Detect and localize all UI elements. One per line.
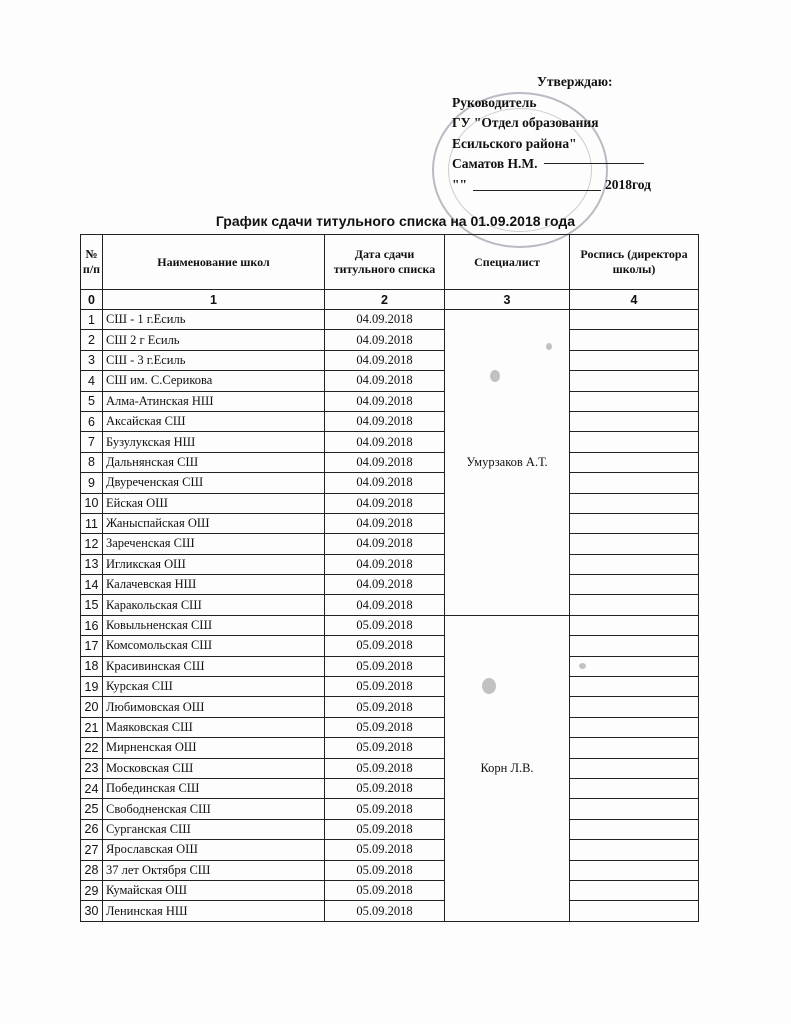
submission-date: 05.09.2018	[325, 799, 445, 819]
approval-block	[452, 72, 702, 195]
row-number: 27	[81, 840, 103, 860]
submission-date: 05.09.2018	[325, 901, 445, 921]
table-row	[81, 819, 699, 839]
school-name: СШ 2 г Есиль	[103, 330, 325, 350]
table-row	[81, 840, 699, 860]
submission-date: 05.09.2018	[325, 697, 445, 717]
school-name: Маяковская СШ	[103, 717, 325, 737]
signature-cell	[570, 513, 699, 533]
submission-date: 05.09.2018	[325, 840, 445, 860]
submission-date: 04.09.2018	[325, 534, 445, 554]
specialist-name: Корн Л.В.	[445, 615, 570, 921]
submission-date: 05.09.2018	[325, 636, 445, 656]
submission-date: 04.09.2018	[325, 493, 445, 513]
school-name: Дальнянская СШ	[103, 452, 325, 472]
table-row	[81, 677, 699, 697]
ink-smudge	[579, 663, 586, 669]
header-num: № п/п	[81, 235, 103, 290]
school-name: Калачевская НШ	[103, 575, 325, 595]
school-name: Каракольская СШ	[103, 595, 325, 615]
header-signature: Роспись (директора школы)	[570, 235, 699, 290]
table-row	[81, 513, 699, 533]
table-row	[81, 330, 699, 350]
submission-date: 04.09.2018	[325, 473, 445, 493]
signature-cell	[570, 738, 699, 758]
signature-cell	[570, 819, 699, 839]
table-row	[81, 452, 699, 472]
school-name: Любимовская ОШ	[103, 697, 325, 717]
row-number: 13	[81, 554, 103, 574]
school-name: Побединская СШ	[103, 778, 325, 798]
table-row	[81, 411, 699, 431]
school-name: Курская СШ	[103, 677, 325, 697]
approval-heading: Утверждаю:	[537, 74, 613, 89]
signature-line	[544, 163, 644, 164]
row-number: 6	[81, 411, 103, 431]
submission-date: 04.09.2018	[325, 391, 445, 411]
signature-cell	[570, 656, 699, 676]
date-quote-close: "	[459, 176, 467, 192]
school-name: Сурганская СШ	[103, 819, 325, 839]
approval-organization: ГУ "Отдел образования	[452, 115, 599, 130]
signature-cell	[570, 575, 699, 595]
table-row	[81, 432, 699, 452]
signature-cell	[570, 697, 699, 717]
signature-cell	[570, 452, 699, 472]
school-name: Кумайская ОШ	[103, 880, 325, 900]
row-number: 19	[81, 677, 103, 697]
row-number: 17	[81, 636, 103, 656]
row-number: 29	[81, 880, 103, 900]
signature-cell	[570, 880, 699, 900]
row-number: 14	[81, 575, 103, 595]
column-number: 1	[103, 290, 325, 310]
submission-date: 05.09.2018	[325, 738, 445, 758]
signature-cell	[570, 411, 699, 431]
school-name: Мирненская ОШ	[103, 738, 325, 758]
signature-cell	[570, 799, 699, 819]
submission-date: 05.09.2018	[325, 778, 445, 798]
header-specialist: Специалист	[445, 235, 570, 290]
signature-cell	[570, 534, 699, 554]
specialist-name: Умурзаков А.Т.	[445, 310, 570, 616]
row-number: 24	[81, 778, 103, 798]
school-name: Зареченская СШ	[103, 534, 325, 554]
table-row	[81, 493, 699, 513]
row-number: 16	[81, 615, 103, 635]
signature-cell	[570, 330, 699, 350]
table-row	[81, 554, 699, 574]
signature-cell	[570, 677, 699, 697]
row-number: 11	[81, 513, 103, 533]
row-number: 23	[81, 758, 103, 778]
ink-smudge	[482, 678, 496, 694]
table-row	[81, 717, 699, 737]
school-name: Ковыльненская СШ	[103, 615, 325, 635]
row-number: 18	[81, 656, 103, 676]
signature-cell	[570, 432, 699, 452]
column-number: 0	[81, 290, 103, 310]
table-row	[81, 697, 699, 717]
table-row	[81, 738, 699, 758]
row-number: 3	[81, 350, 103, 370]
signature-cell	[570, 371, 699, 391]
table-row	[81, 310, 699, 330]
table-row	[81, 595, 699, 615]
schedule-table	[80, 234, 699, 922]
ink-smudge	[546, 343, 552, 350]
row-number: 15	[81, 595, 103, 615]
school-name: Московская СШ	[103, 758, 325, 778]
submission-date: 04.09.2018	[325, 575, 445, 595]
submission-date: 05.09.2018	[325, 860, 445, 880]
row-number: 10	[81, 493, 103, 513]
submission-date: 04.09.2018	[325, 411, 445, 431]
table-row	[81, 636, 699, 656]
signature-cell	[570, 473, 699, 493]
table-row	[81, 656, 699, 676]
table-row	[81, 371, 699, 391]
row-number: 20	[81, 697, 103, 717]
table-row	[81, 391, 699, 411]
table-row	[81, 799, 699, 819]
row-number: 26	[81, 819, 103, 839]
row-number: 7	[81, 432, 103, 452]
school-name: Красивинская СШ	[103, 656, 325, 676]
table-row	[81, 758, 699, 778]
submission-date: 05.09.2018	[325, 717, 445, 737]
approval-date	[452, 175, 702, 196]
submission-date: 04.09.2018	[325, 371, 445, 391]
signature-cell	[570, 758, 699, 778]
school-name: СШ им. С.Серикова	[103, 371, 325, 391]
approval-signer-name: Саматов Н.М.	[452, 156, 538, 171]
column-number: 2	[325, 290, 445, 310]
submission-date: 04.09.2018	[325, 513, 445, 533]
signature-cell	[570, 860, 699, 880]
school-name: Алма-Атинская НШ	[103, 391, 325, 411]
signature-cell	[570, 717, 699, 737]
header-school: Наименование школ	[103, 235, 325, 290]
approval-position: Руководитель	[452, 94, 537, 110]
row-number: 5	[81, 391, 103, 411]
approval-district: Есильского района"	[452, 135, 577, 151]
approval-signer	[452, 154, 702, 175]
table-row	[81, 534, 699, 554]
school-name: СШ - 1 г.Есиль	[103, 310, 325, 330]
submission-date: 04.09.2018	[325, 330, 445, 350]
header-date: Дата сдачи титульного списка	[325, 235, 445, 290]
document-title: График сдачи титульного списка на 01.09.2018 года	[215, 213, 576, 229]
row-number: 1	[81, 310, 103, 330]
school-name: СШ - 3 г.Есиль	[103, 350, 325, 370]
school-name: Свободненская СШ	[103, 799, 325, 819]
signature-cell	[570, 636, 699, 656]
signature-cell	[570, 350, 699, 370]
submission-date: 05.09.2018	[325, 677, 445, 697]
school-name: Аксайская СШ	[103, 411, 325, 431]
row-number: 12	[81, 534, 103, 554]
column-number: 4	[570, 290, 699, 310]
table-row	[81, 473, 699, 493]
school-name: Ленинская НШ	[103, 901, 325, 921]
submission-date: 05.09.2018	[325, 615, 445, 635]
signature-cell	[570, 391, 699, 411]
row-number: 2	[81, 330, 103, 350]
table-row	[81, 615, 699, 635]
signature-cell	[570, 840, 699, 860]
school-name: Комсомольская СШ	[103, 636, 325, 656]
ink-smudge	[490, 370, 500, 382]
submission-date: 04.09.2018	[325, 432, 445, 452]
submission-date: 04.09.2018	[325, 310, 445, 330]
signature-cell	[570, 595, 699, 615]
signature-cell	[570, 615, 699, 635]
signature-cell	[570, 310, 699, 330]
submission-date: 05.09.2018	[325, 880, 445, 900]
approval-year: 2018год	[605, 176, 651, 192]
table-row	[81, 778, 699, 798]
submission-date: 05.09.2018	[325, 819, 445, 839]
school-name: Ярославская ОШ	[103, 840, 325, 860]
row-number: 25	[81, 799, 103, 819]
submission-date: 04.09.2018	[325, 554, 445, 574]
date-quote-open: "	[452, 176, 460, 192]
row-number: 30	[81, 901, 103, 921]
table-row	[81, 860, 699, 880]
submission-date: 04.09.2018	[325, 595, 445, 615]
table-row	[81, 880, 699, 900]
row-number: 28	[81, 860, 103, 880]
school-name: Бузулукская НШ	[103, 432, 325, 452]
submission-date: 04.09.2018	[325, 452, 445, 472]
school-name: Двуреченская СШ	[103, 473, 325, 493]
row-number: 22	[81, 738, 103, 758]
submission-date: 05.09.2018	[325, 656, 445, 676]
submission-date: 04.09.2018	[325, 350, 445, 370]
school-name: Игликская ОШ	[103, 554, 325, 574]
signature-cell	[570, 778, 699, 798]
school-name: 37 лет Октября СШ	[103, 860, 325, 880]
column-number-row	[81, 290, 699, 310]
signature-cell	[570, 554, 699, 574]
row-number: 4	[81, 371, 103, 391]
row-number: 21	[81, 717, 103, 737]
school-name: Ейская ОШ	[103, 493, 325, 513]
table-row	[81, 575, 699, 595]
signature-cell	[570, 493, 699, 513]
row-number: 8	[81, 452, 103, 472]
row-number: 9	[81, 473, 103, 493]
table-row	[81, 901, 699, 921]
date-blank-line	[473, 190, 601, 191]
submission-date: 05.09.2018	[325, 758, 445, 778]
signature-cell	[570, 901, 699, 921]
school-name: Жаныспайская ОШ	[103, 513, 325, 533]
column-number: 3	[445, 290, 570, 310]
table-row	[81, 350, 699, 370]
